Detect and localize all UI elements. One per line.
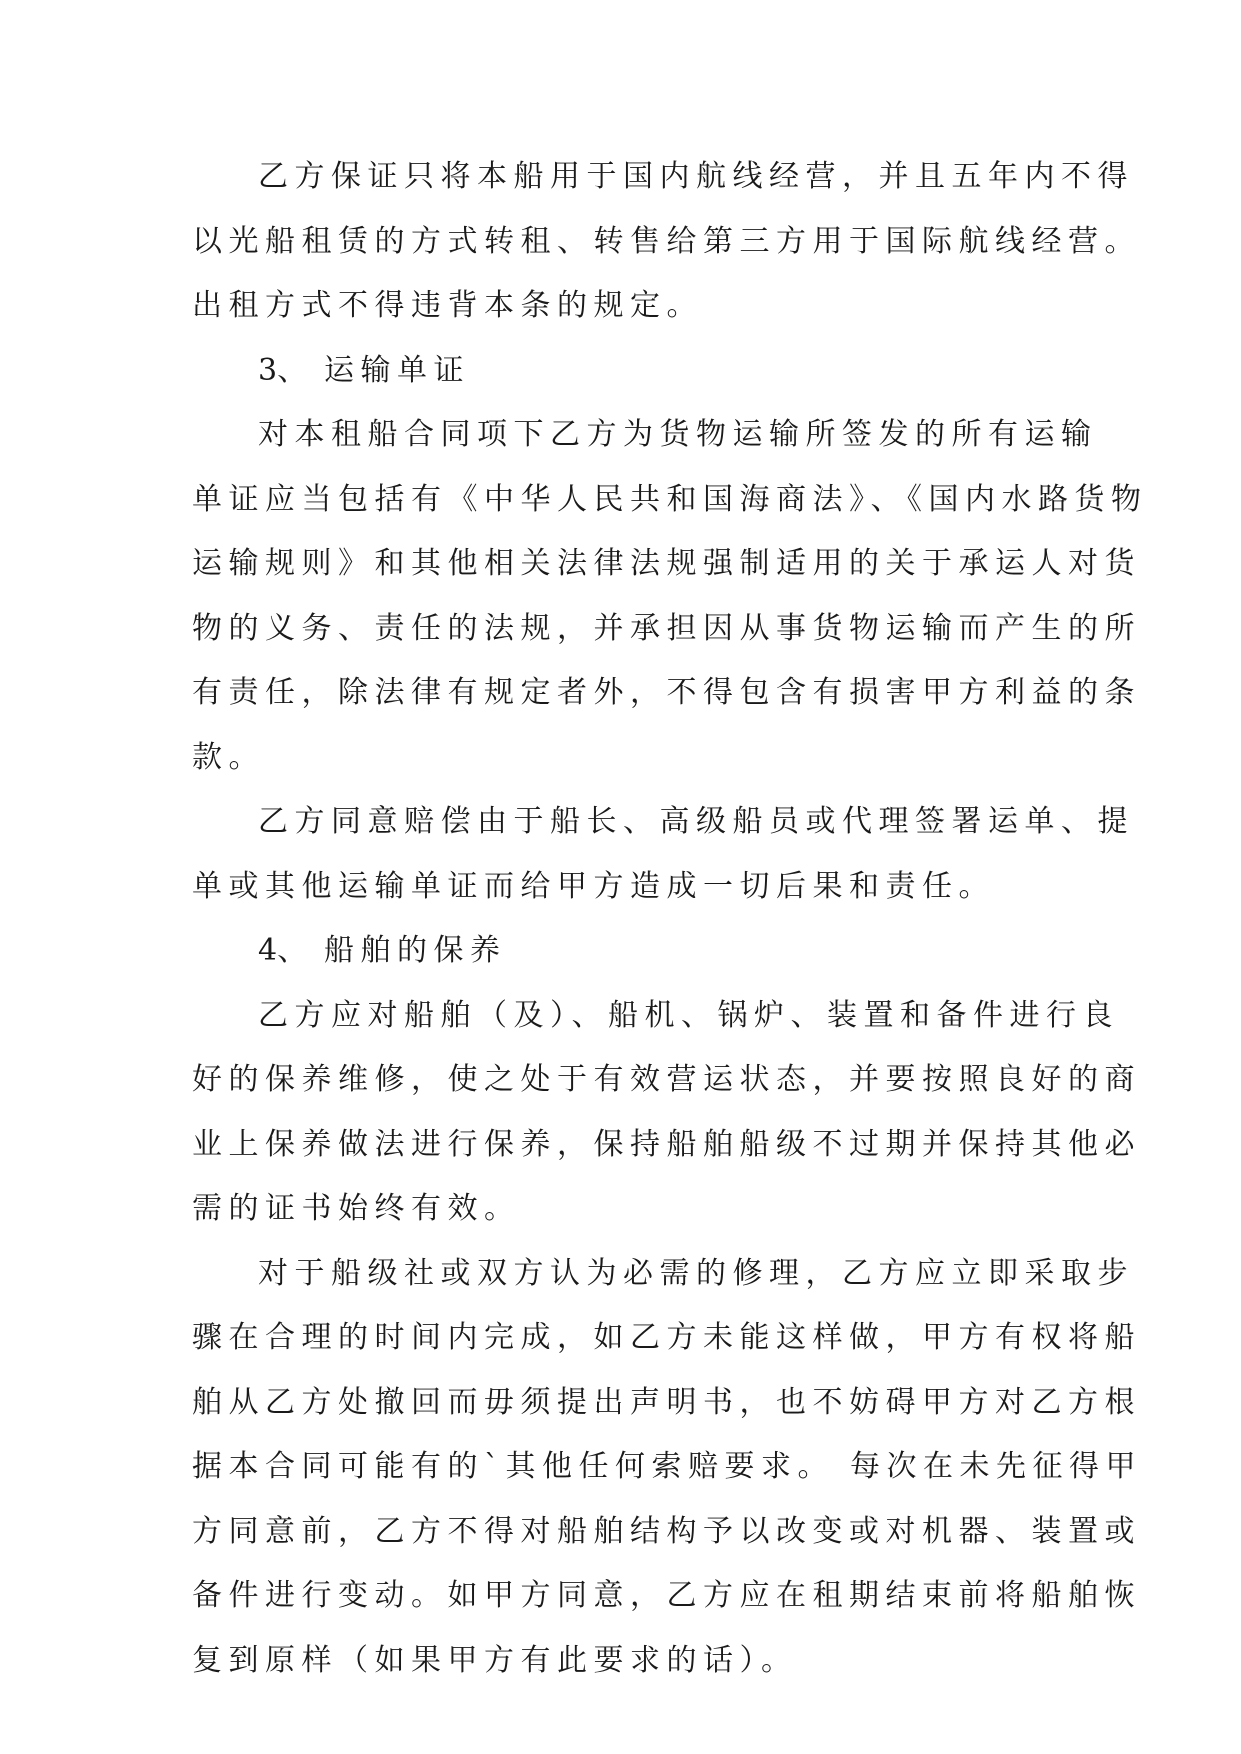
paragraph-line: 骤在合理的时间内完成，如乙方未能这样做，甲方有权将船	[192, 1320, 1141, 1355]
paragraph-line: 物的义务、责任的法规，并承担因从事货物运输而产生的所	[192, 610, 1141, 646]
paragraph-line: 对本租船合同项下乙方为货物运输所签发的所有运输	[258, 417, 1098, 452]
section-title: 运输单证	[324, 352, 470, 388]
paragraph-line: 好的保养维修，使之处于有效营运状态，并要按照良好的商	[192, 1062, 1141, 1097]
paragraph-line: 有责任，除法律有规定者外，不得包含有损害甲方利益的条	[192, 675, 1141, 710]
paragraph-line: 款。	[192, 739, 265, 775]
paragraph-line: 单证应当包括有《中华人民共和国海商法》、《国内水路货物	[192, 481, 1148, 517]
paragraph-line: 业上保养做法进行保养，保持船舶船级不过期并保持其他必	[192, 1126, 1141, 1162]
paragraph-line: 方同意前，乙方不得对船舶结构予以改变或对机器、装置或	[192, 1513, 1141, 1549]
section-heading-3	[192, 353, 1058, 389]
section-number: 4、	[258, 933, 308, 968]
paragraph-line: 舶从乙方处撤回而毋须提出声明书，也不妨碍甲方对乙方根	[192, 1384, 1141, 1420]
paragraph-line: 以光船租赁的方式转租、转售给第三方用于国际航线经营。	[192, 223, 1141, 259]
paragraph-line: 出租方式不得违背本条的规定。	[192, 288, 703, 323]
section-heading-4	[192, 933, 1058, 969]
paragraph-line: 复到原样（如果甲方有此要求的话）。	[192, 1642, 798, 1678]
paragraph-line: 乙方同意赔偿由于船长、高级船员或代理签署运单、提	[258, 804, 1134, 839]
section-title: 船舶的保养	[324, 933, 507, 968]
paragraph-line: 乙方应对船舶（及）、船机、锅炉、装置和备件进行良	[258, 997, 1119, 1033]
document-body	[192, 159, 1148, 1707]
paragraph-line: 备件进行变动。如甲方同意，乙方应在租期结束前将船舶恢	[192, 1578, 1141, 1613]
paragraph-line: 乙方保证只将本船用于国内航线经营，并且五年内不得	[258, 159, 1134, 194]
paragraph-line: 据本合同可能有的`其他任何索赔要求。 每次在未先征得甲	[192, 1449, 1143, 1484]
paragraph-line: 需的证书始终有效。	[192, 1191, 521, 1226]
paragraph-line: 运输规则》和其他相关法律法规强制适用的关于承运人对货	[192, 546, 1141, 581]
paragraph-line: 对于船级社或双方认为必需的修理，乙方应立即采取步	[258, 1255, 1134, 1291]
section-number: 3、	[258, 352, 308, 388]
paragraph-line: 单或其他运输单证而给甲方造成一切后果和责任。	[192, 868, 995, 904]
